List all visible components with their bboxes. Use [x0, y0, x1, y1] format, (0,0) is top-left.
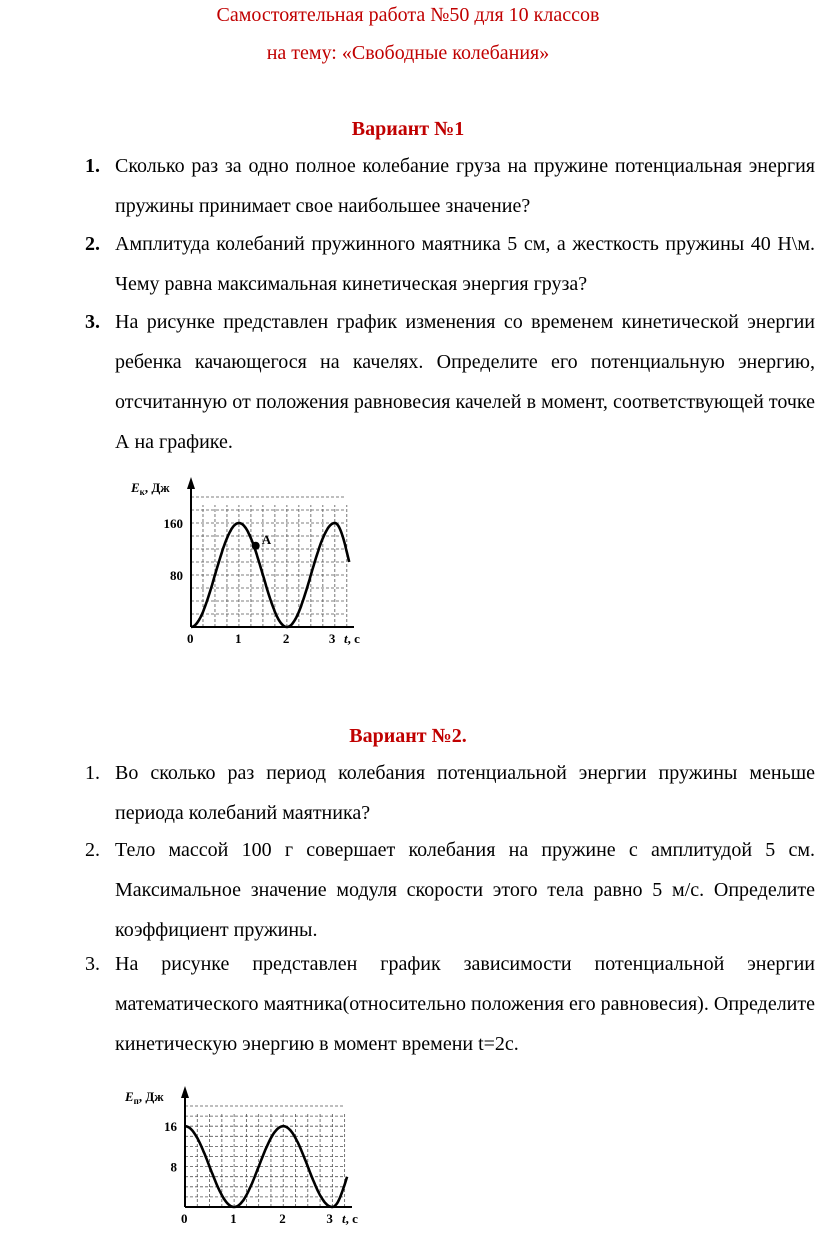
title-line-2: на тему: «Свободные колебания»: [266, 42, 550, 64]
point-a-label: A: [261, 531, 272, 547]
y-tick-label: 16: [164, 1119, 177, 1135]
variant-2-heading: Вариант №2.: [349, 725, 467, 747]
y-tick-label: 8: [170, 1159, 177, 1175]
kinetic-energy-chart: [120, 470, 370, 660]
x-tick-label: 3: [326, 1211, 333, 1226]
x-tick-label: 0: [181, 1211, 188, 1226]
y-axis-label: $E_к$, Дж: [131, 480, 170, 497]
x-axis-label: t, с: [344, 631, 360, 646]
variant-1-question-3: [85, 302, 815, 462]
point-a-marker: [252, 542, 260, 550]
question-text: Амплитуда колебаний пружинного маятника 5 см, а жесткость пружины 40 Н\м. Чему равна максимальная кинетическая энергия груза?: [115, 233, 815, 295]
question-text: Во сколько раз период колебания потенциальной энергии пружины меньше периода колебаний маятника?: [115, 762, 815, 824]
x-tick-label: 2: [279, 1211, 286, 1226]
y-tick-label: 80: [170, 568, 183, 583]
x-axis-label: t, с: [342, 1211, 358, 1226]
x-tick-label: 1: [230, 1211, 237, 1226]
variant-2-question-3: [85, 944, 815, 1064]
variant-2-question-1: [85, 753, 815, 833]
x-tick-label: 0: [187, 631, 194, 646]
question-number: 3.: [85, 311, 100, 333]
y-axis-label: $E_п$, Дж: [125, 1089, 164, 1106]
question-number: 3.: [85, 953, 100, 975]
x-tick-label: 3: [328, 631, 336, 646]
question-number: 1.: [85, 155, 100, 177]
question-text: На рисунке представлен график изменения со временем кинетической энергии ребенка качающегося на качелях. Определите его потенциальную энергию, отсчитанную от положения равновесия качелей в момент, соответствующей точке А на графике.: [115, 311, 815, 453]
y-tick-label: 160: [163, 516, 183, 531]
question-number: 1.: [85, 762, 100, 784]
question-text: На рисунке представлен график зависимости потенциальной энергии математического маятника(относительно положения его равновесия). Определите кинетическую энергию в момент времени t=2с.: [115, 953, 815, 1055]
title-line-1: Самостоятельная работа №50 для 10 классов: [216, 4, 600, 26]
x-tick-label: 1: [234, 631, 242, 646]
y-axis-arrow: [181, 1086, 189, 1098]
variant-1-heading: Вариант №1: [351, 118, 465, 140]
y-axis-arrow: [187, 477, 195, 489]
variant-2-question-2: [85, 830, 815, 950]
x-tick-label: 2: [282, 631, 290, 646]
question-text: Сколько раз за одно полное колебание груза на пружине потенциальная энергия пружины принимает свое наибольшее значение?: [115, 155, 815, 217]
question-number: 2.: [85, 233, 100, 255]
potential-energy-chart: [120, 1075, 370, 1235]
variant-1-question-1: [85, 146, 815, 226]
variant-1-question-2: [85, 224, 815, 304]
question-number: 2.: [85, 839, 100, 861]
question-text: Тело массой 100 г совершает колебания на пружине с амплитудой 5 см. Максимальное значение модуля скорости этого тела равно 5 м/с. Определите коэффициент пружины.: [115, 839, 815, 941]
